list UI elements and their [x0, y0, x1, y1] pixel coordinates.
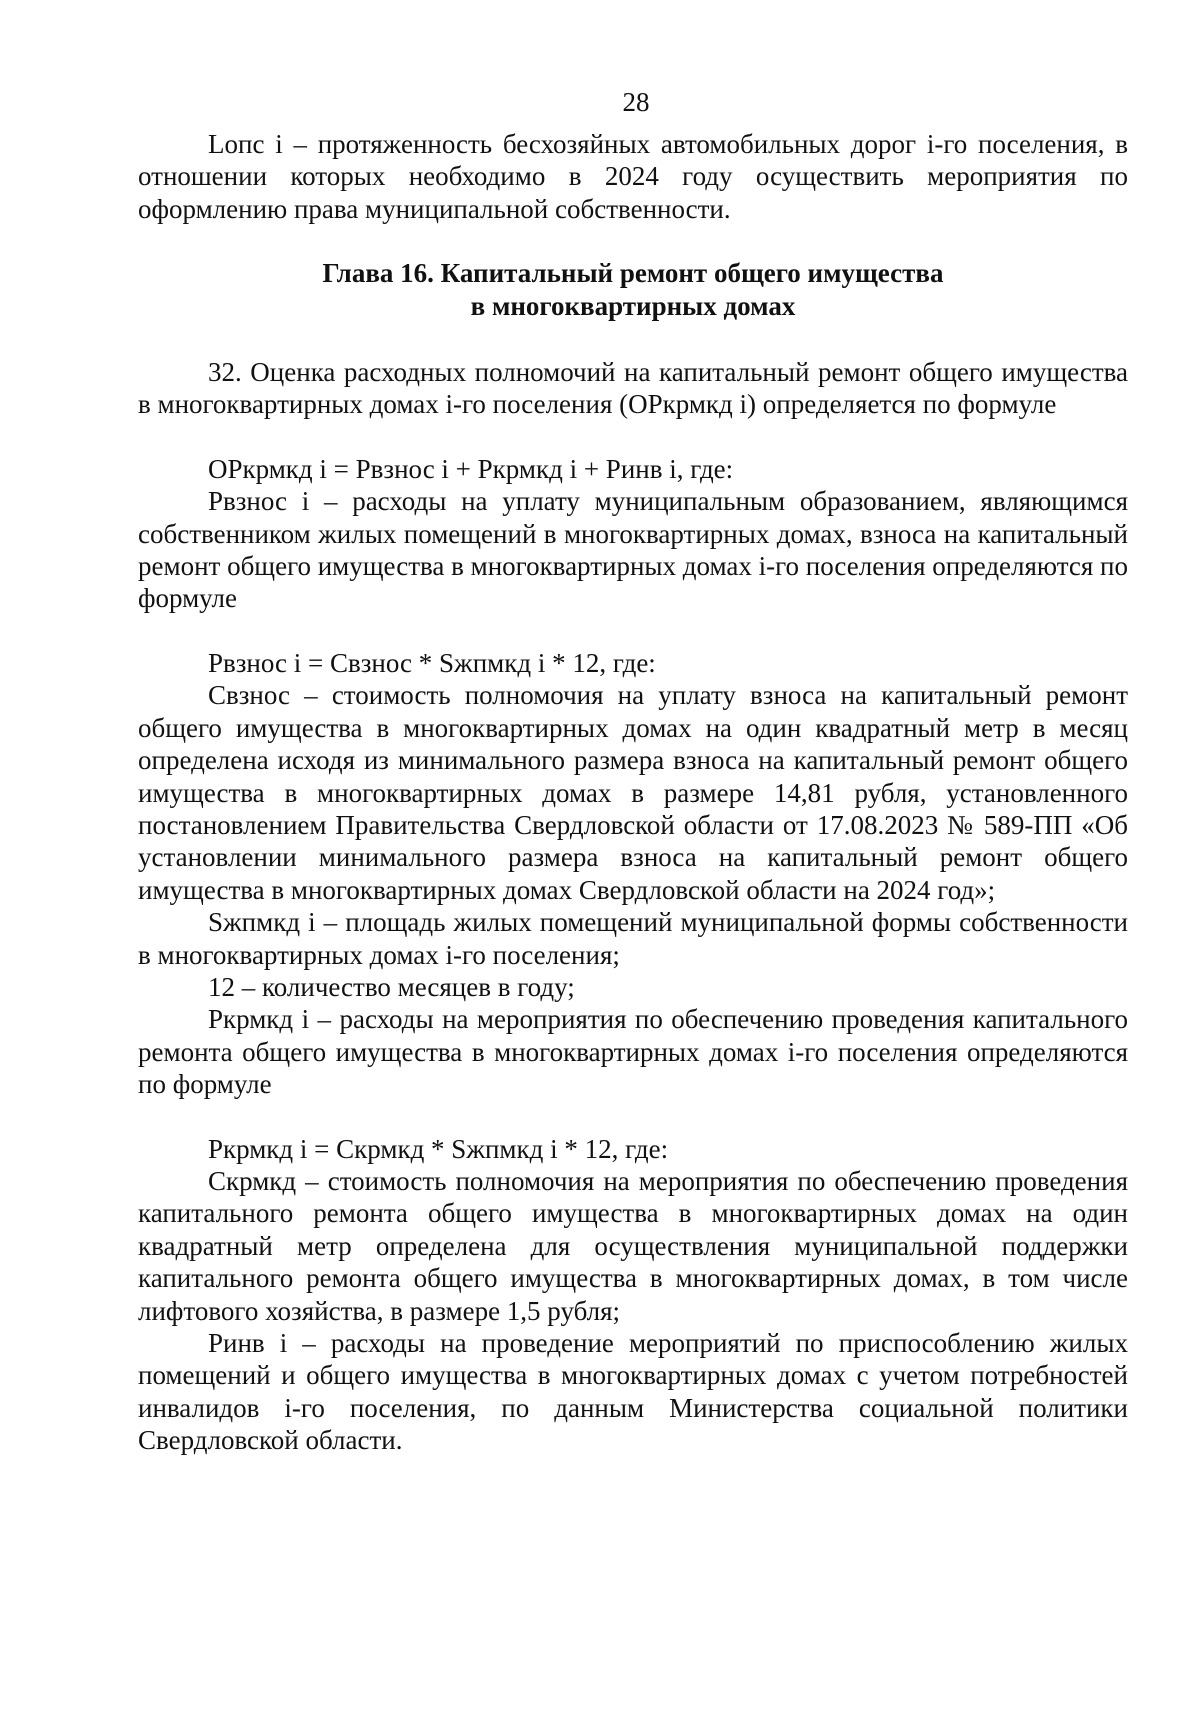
paragraph-rinv-definition: Ринв i – расходы на проведение мероприятий по приспособлению жилых помещений и общего имущества в многоквартирных домах с учетом потребностей инвалидов i-го поселения, по данным Министерства социальной политики Свердловской области.: [138, 1328, 1128, 1456]
chapter-title-line-1: Глава 16. Капитальный ремонт общего имущества: [322, 258, 944, 289]
paragraph-skrmkd-definition: Скрмкд – стоимость полномочия на мероприятия по обеспечению проведения капитального ремонта общего имущества в многоквартирных домах на один квадратный метр определена для осуществления муниципальной поддержки капитального ремонта общего имущества в многоквартирных домах, в том числе лифтового хозяйства, в размере 1,5 рубля;: [138, 1165, 1128, 1326]
document-body: [138, 128, 1128, 1457]
paragraph-szhpmkd-definition: Sжпмкд i – площадь жилых помещений муниципальной формы собственности в многоквартирных домах i-го поселения;: [138, 907, 1128, 970]
formula-orkrmkd: ОРкрмкд i = Рвзнос i + Ркрмкд i + Ринв i, где:: [208, 453, 734, 484]
paragraph-rkrmkd-definition: Ркрмкд i – расходы на мероприятия по обеспечению проведения капитального ремонта общего имущества в многоквартирных домах i-го поселения определяются по формуле: [138, 1004, 1128, 1100]
chapter-title-line-2: в многоквартирных домах: [470, 290, 796, 321]
page-number: 28: [622, 87, 650, 117]
formula-rkrmkd: Ркрмкд i = Скрмкд * Sжпмкд i * 12, где:: [208, 1133, 669, 1164]
formula-rvznos: Рвзнос i = Свзнос * Sжпмкд i * 12, где:: [208, 647, 656, 678]
paragraph-lopc-definition: Lопс i – протяженность бесхозяйных автомобильных дорог i-го поселения, в отношении которых необходимо в 2024 году осуществить мероприятия по оформлению права муниципальной собственности.: [138, 129, 1128, 224]
paragraph-rvznos-definition: Рвзнос i – расходы на уплату муниципальным образованием, являющимся собственником жилых помещений в многоквартирных домах, взноса на капитальный ремонт общего имущества в многоквартирных домах i-го поселения определяются по формуле: [138, 486, 1128, 614]
paragraph-svznos-definition: Свзнос – стоимость полномочия на уплату взноса на капитальный ремонт общего имущества в многоквартирных домах на один квадратный метр в месяц определена исходя из минимального размера взноса на капитальный ремонт общего имущества в многоквартирных домах в размере 14,81 рубля, установленного постановлением Правительства Свердловской области от 17.08.2023 № 589-ПП «Об установлении минимального размера взноса на капитальный ремонт общего имущества в многоквартирных домах Свердловской области на 2024 год»;: [138, 680, 1128, 905]
paragraph-32: 32. Оценка расходных полномочий на капитальный ремонт общего имущества в многоквартирных домах i-го поселения (ОРкрмкд i) определяется по формуле: [138, 357, 1128, 420]
paragraph-months-definition: 12 – количество месяцев в году;: [208, 971, 575, 1002]
